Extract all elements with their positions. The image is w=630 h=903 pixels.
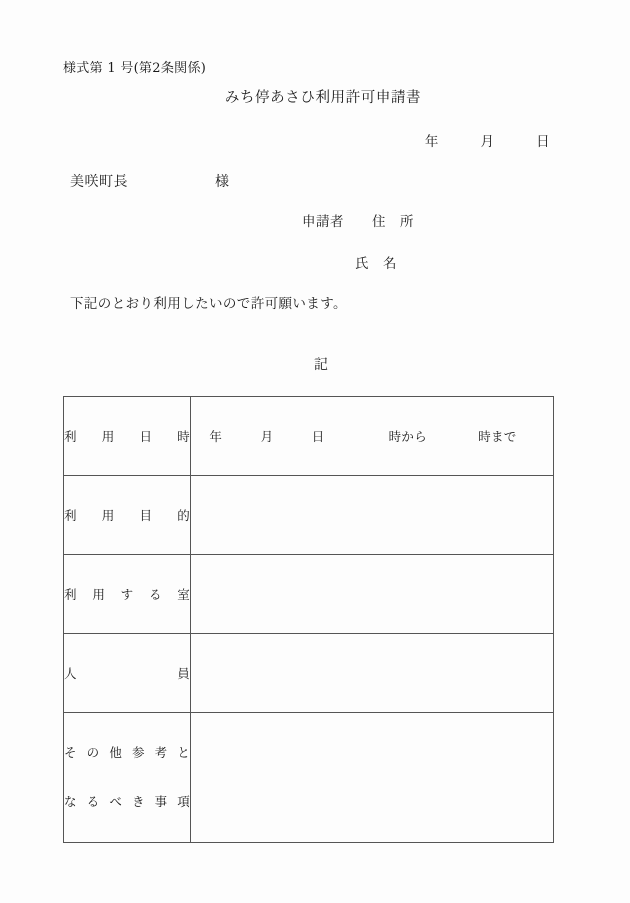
row-label-room-used [64, 555, 191, 634]
application-details-table [63, 396, 554, 843]
request-sentence: 下記のとおり利用したいので許可願います。 [70, 296, 347, 312]
row-label-text: 利用する室 [64, 587, 190, 602]
row-value-usage-datetime[interactable] [191, 397, 554, 476]
row-label-text: 人員 [64, 666, 190, 681]
applicant-address-line: 申請者 住 所 [302, 214, 414, 230]
table-row [64, 397, 554, 476]
row-label-text: 利用日時 [64, 429, 190, 444]
document-title: みち停あさひ利用許可申請書 [224, 90, 422, 106]
date-line: 年 月 日 [424, 134, 550, 150]
row-label-other-notes [64, 713, 191, 843]
row-value-headcount[interactable] [191, 634, 554, 713]
ki-marker: 記 [314, 357, 328, 373]
table-row [64, 476, 554, 555]
table-row [64, 555, 554, 634]
row-value-room-used[interactable] [191, 555, 554, 634]
row-label-usage-datetime [64, 397, 191, 476]
form-number: 様式第 1 号(第2条関係) [63, 61, 207, 76]
table-body [64, 397, 554, 843]
row-label-text: 利用目的 [64, 508, 190, 523]
row-label-usage-purpose [64, 476, 191, 555]
addressee-line: 美咲町長 様 [70, 174, 230, 190]
row-value-usage-purpose[interactable] [191, 476, 554, 555]
row-value-text: 年 月 日 時から 時まで [209, 429, 517, 444]
row-label-headcount [64, 634, 191, 713]
table-row [64, 713, 554, 843]
table-row [64, 634, 554, 713]
applicant-name-line: 氏 名 [355, 256, 397, 272]
row-label-text-line1: その他参考と [64, 745, 190, 760]
row-label-text-line2: なるべき事項 [64, 794, 190, 810]
row-value-other-notes[interactable] [191, 713, 554, 843]
